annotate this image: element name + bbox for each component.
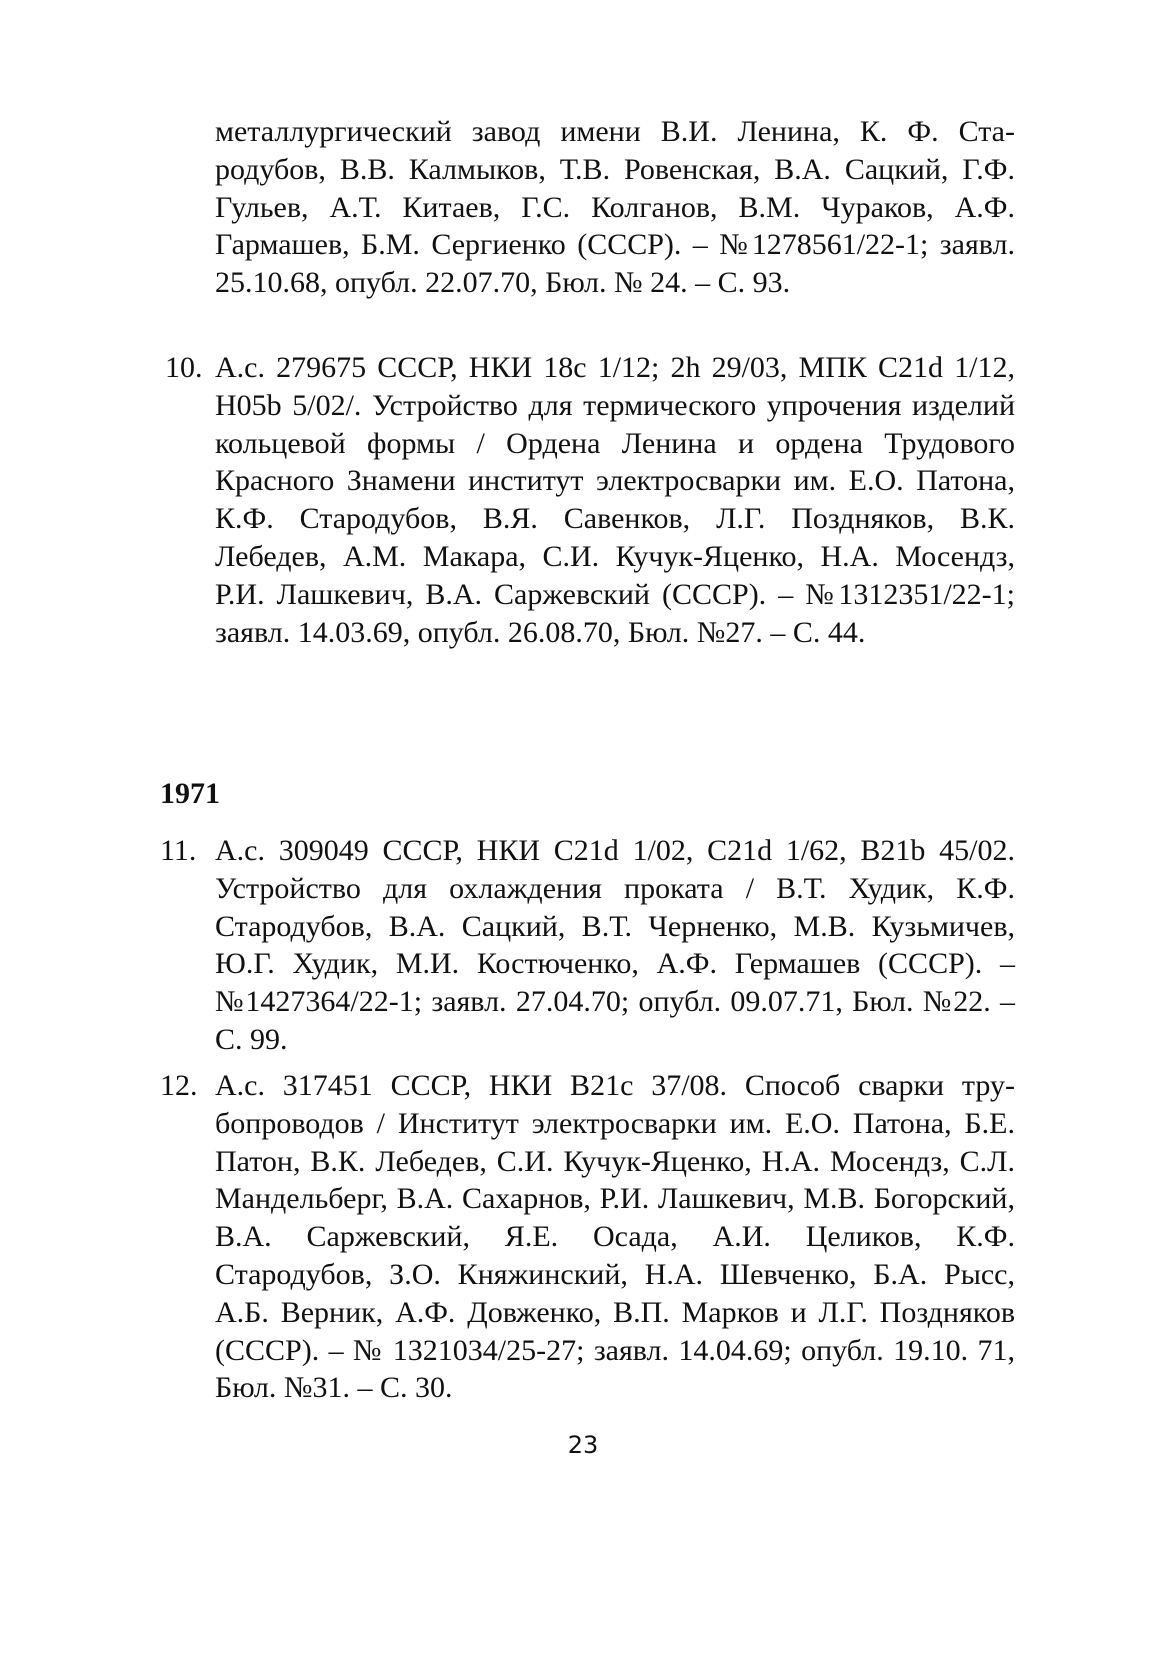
bibliography-entry-12 bbox=[160, 1067, 1015, 1407]
bibliography-entry-10 bbox=[165, 349, 1015, 651]
entry-text: А.с. 309049 СССР, НКИ C21d 1/02, C21d 1/62, B21b 45/02. Устройство для охлаждения проката / В.Т. Худик, К.Ф. Стародубов, В.А. Сацкий, В.Т. Черненко, М.В. Кузьмичев, Ю.Г. Худик, М.И. Костюченко, А.Ф. Гермашев (СССР). – №1427364/22-1; заявл. 27.04.70; опубл. 09.07.71, Бюл. №22. – С. 99. bbox=[215, 834, 1015, 1056]
page-number: 23 bbox=[567, 1431, 599, 1459]
entry-continuation bbox=[215, 113, 1015, 302]
year-heading: 1971 bbox=[160, 777, 220, 810]
entry-number: 10. bbox=[165, 351, 203, 384]
entry-text: А.с. 279675 СССР, НКИ 18с 1/12; 2h 29/03, МПК C21d 1/12, H05b 5/02/. Устройство для термического упрочения изделий кольцевой формы / Ордена Ленина и ордена Трудового Красного Знамени институт электросварки им. Е.О. Патона, К.Ф. Стародубов, В.Я. Савенков, Л.Г. Поздняков, В.К. Лебедев, А.М. Макара, С.И. Кучук-Яценко, Н.А. Мосендз, Р.И. Лашкевич, В.А. Саржевский (СССР). – №1312351/22-1; заявл. 14.03.69, опубл. 26.08.70, Бюл. №27. – С. 44. bbox=[215, 351, 1015, 649]
bibliography-entry-11 bbox=[160, 832, 1015, 1059]
entry-continuation-text: металлургический завод имени В.И. Ленина, К. Ф. Стародубов, В.В. Калмыков, Т.В. Ровенская, В.А. Сацкий, Г.Ф. Гульев, А.Т. Китаев, Г.С. Колганов, В.М. Чураков, А.Ф. Гармашев, Б.М. Сергиенко (СССР). – №1278561/22-1; заявл. 25.10.68, опубл. 22.07.70, Бюл. № 24. – С. 93. bbox=[215, 115, 1015, 300]
entry-number: 11. bbox=[160, 834, 197, 867]
entry-number: 12. bbox=[160, 1069, 198, 1102]
entry-text: А.с. 317451 СССР, НКИ B21c 37/08. Способ сварки трубопроводов / Институт электросварки им. Е.О. Патона, Б.Е. Патон, В.К. Лебедев, С.И. Кучук-Яценко, Н.А. Мосендз, С.Л. Мандельберг, В.А. Сахарнов, Р.И. Лашкевич, М.В. Богорский, В.А. Саржевский, Я.Е. Осада, А.И. Целиков, К.Ф. Стародубов, З.О. Княжинский, Н.А. Шевченко, Б.А. Рысс, А.Б. Верник, А.Ф. Довженко, В.П. Марков и Л.Г. Поздняков (СССР). – № 1321034/25-27; заявл. 14.04.69; опубл. 19.10. 71, Бюл. №31. – С. 30. bbox=[215, 1069, 1015, 1405]
